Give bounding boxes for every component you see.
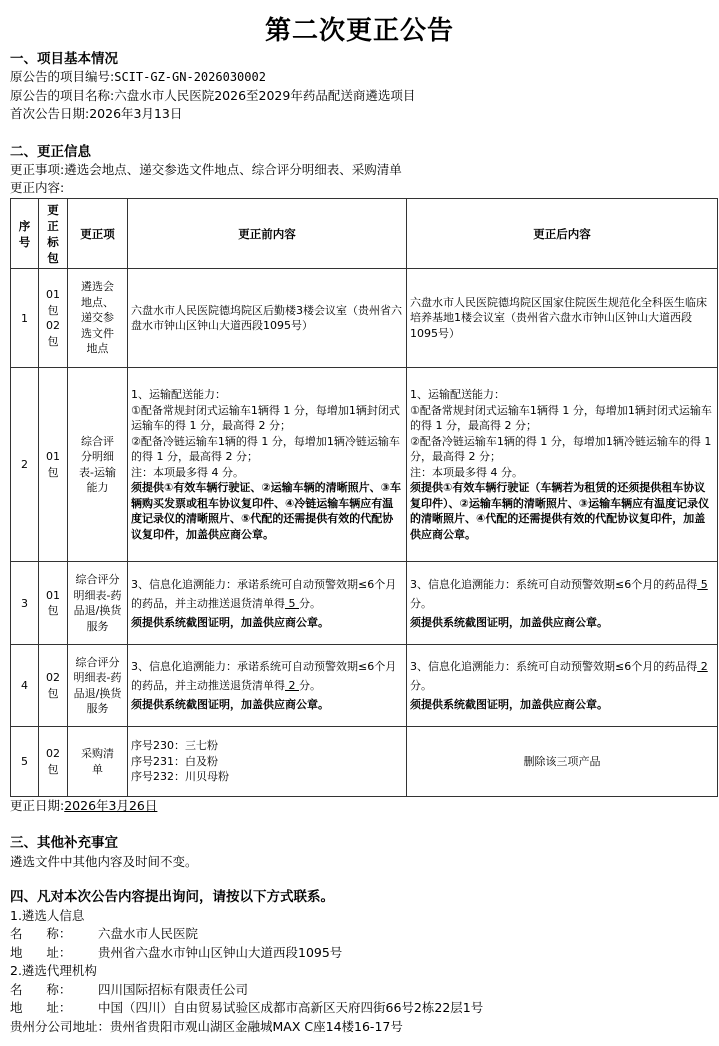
row-before: [128, 368, 407, 562]
before-line: ①配备常规封闭式运输车1辆得 1 分，每增加1辆封闭式运输车的得 1 分，最高得 2 分；: [131, 403, 400, 432]
after-suffix: 分。: [410, 596, 432, 610]
before-line: 序号232：川贝母粉: [131, 770, 229, 784]
project-no: SCIT-GZ-GN-2026030002: [114, 70, 266, 84]
section4-heading: 四、凡对本次公告内容提出询问，请按以下方式联系。: [10, 889, 334, 905]
before-line: 序号231：白及粉: [131, 754, 218, 768]
agent-name-line: [10, 981, 248, 999]
after-suffix: 分。: [410, 679, 432, 692]
header-no: 序号: [11, 199, 39, 269]
after-score: 5: [697, 577, 708, 591]
buyer-name-label: 名 称：: [10, 926, 72, 941]
amend-date: 2026年3月26日: [64, 798, 158, 813]
agent-name-label: 名 称：: [10, 982, 72, 997]
before-suffix: 分。: [299, 596, 321, 610]
row-pkg: 02包: [39, 727, 68, 797]
row-item: 综合评分明细表-药品退/换货服务: [68, 562, 128, 645]
first-date-line: [10, 105, 182, 123]
buyer-name: 六盘水市人民医院: [98, 926, 199, 941]
before-text: 3、信息化追溯能力：承诺系统可自动预警效期≤6个月的药品，并主动推送退货清单得: [131, 577, 397, 610]
table-row: [11, 368, 718, 562]
before-line: ②配备冷链运输车1辆的得 1 分，每增加1辆冷链运输车的得 1 分，最高得 2 分；: [131, 434, 400, 463]
row-pkg: 02包: [39, 645, 68, 727]
before-score: 2: [285, 679, 299, 692]
row-no: 4: [11, 645, 39, 727]
row-pkg: 01包: [39, 562, 68, 645]
first-date-label: 首次公告日期:: [10, 106, 90, 121]
table-header-row: [11, 199, 718, 269]
row-before: 六盘水市人民医院德坞院区后勤楼3楼会议室（贵州省六盘水市钟山区钟山大道西段1095号）: [128, 269, 407, 368]
before-requirement: 须提供①有效车辆行驶证、②运输车辆的清晰照片、③车辆购买发票或租车协议复印件、④冷链运输车辆应有温度记录仪的清晰照片、⑤代配的还需提供有效的代配协议复印件，加盖供应商公章。: [131, 481, 401, 541]
after-requirement: 须提供系统截图证明，加盖供应商公章。: [410, 615, 608, 629]
row-before: [128, 645, 407, 727]
row-pkg: 01包02包: [39, 269, 68, 368]
amend-items-label: 更正事项:: [10, 162, 65, 177]
row-before: [128, 562, 407, 645]
after-line: ②配备冷链运输车1辆的得 1 分，每增加1辆冷链运输车的得 1 分，最高得 2 分；: [410, 434, 712, 463]
before-score: 5: [285, 596, 299, 610]
agent-addr-line: [10, 999, 483, 1017]
agent-addr: 中国（四川）自由贸易试验区成都市高新区天府四街66号2栋22层1号: [98, 1000, 484, 1015]
row-after: 六盘水市人民医院德坞院区国家住院医生规范化全科医生临床培养基地1楼会议室（贵州省六盘水市钟山区钟山大道西段1095号）: [407, 269, 718, 368]
section3-text: 遴选文件中其他内容及时间不变。: [10, 854, 198, 869]
table-row: [11, 562, 718, 645]
row-item: 采购清单: [68, 727, 128, 797]
header-pkg: 更正标包: [39, 199, 68, 269]
after-requirement: 须提供①有效车辆行驶证（车辆若为租赁的还须提供租车协议复印件）、②运输车辆的清晰照片、③运输车辆应有温度记录仪的清晰照片、④代配的还需提供有效的代配协议复印件，加盖供应商公章。: [410, 481, 710, 541]
buyer-addr-label: 地 址：: [10, 945, 72, 960]
after-line: ①配备常规封闭式运输车1辆得 1 分，每增加1辆封闭式运输车的得 1 分，最高得 2 分；: [410, 403, 712, 432]
branch-line: [10, 1018, 403, 1036]
project-name-line: [10, 87, 415, 105]
row-before: [128, 727, 407, 797]
buyer-addr: 贵州省六盘水市钟山区钟山大道西段1095号: [98, 945, 343, 960]
agent-name: 四川国际招标有限责任公司: [98, 982, 249, 997]
row-no: 3: [11, 562, 39, 645]
header-after: 更正后内容: [407, 199, 718, 269]
row-no: 2: [11, 368, 39, 562]
before-text: 3、信息化追溯能力：承诺系统可自动预警效期≤6个月的药品，并主动推送退货清单得: [131, 660, 397, 692]
project-no-label: 原公告的项目编号:: [10, 69, 115, 84]
before-suffix: 分。: [299, 679, 321, 692]
row-item: 综合评分明细表-运输能力: [68, 368, 128, 562]
row-after: 删除该三项产品: [407, 727, 718, 797]
section1-heading: 一、项目基本情况: [10, 51, 118, 67]
after-requirement: 须提供系统截图证明，加盖供应商公章。: [410, 698, 608, 711]
table-row: [11, 645, 718, 727]
amend-items: 遴选会地点、递交参选文件地点、综合评分明细表、采购清单: [64, 162, 402, 177]
branch-label: 贵州分公司地址：: [10, 1019, 111, 1034]
after-score: 2: [697, 660, 708, 673]
project-name-label: 原公告的项目名称:: [10, 88, 115, 103]
row-no: 1: [11, 269, 39, 368]
before-requirement: 须提供系统截图证明，加盖供应商公章。: [131, 615, 329, 629]
row-pkg: 01包: [39, 368, 68, 562]
page-title: 第二次更正公告: [264, 16, 454, 46]
buyer-heading: 1.遴选人信息: [10, 908, 85, 923]
agent-heading: 2.遴选代理机构: [10, 963, 97, 978]
row-after: [407, 645, 718, 727]
table-row: [11, 727, 718, 797]
amend-content-label: 更正内容:: [10, 180, 65, 195]
amend-date-line: [10, 797, 157, 815]
amend-date-label: 更正日期:: [10, 798, 65, 813]
row-no: 5: [11, 727, 39, 797]
before-requirement: 须提供系统截图证明，加盖供应商公章。: [131, 698, 329, 711]
section2-heading: 二、更正信息: [10, 144, 91, 160]
after-line: 1、运输配送能力：: [410, 388, 505, 401]
row-after: [407, 368, 718, 562]
section3-heading: 三、其他补充事宜: [10, 835, 118, 851]
buyer-addr-line: [10, 944, 342, 962]
table-row: [11, 269, 718, 368]
amend-table: [10, 198, 718, 797]
buyer-name-line: [10, 925, 198, 943]
header-before: 更正前内容: [128, 199, 407, 269]
row-after: [407, 562, 718, 645]
project-name: 六盘水市人民医院2026至2029年药品配送商遴选项目: [114, 88, 416, 103]
project-no-line: [10, 68, 266, 86]
first-date: 2026年3月13日: [89, 106, 183, 121]
before-line: 序号230：三七粉: [131, 739, 218, 753]
before-line: 1、运输配送能力：: [131, 388, 226, 401]
after-text: 3、信息化追溯能力：系统可自动预警效期≤6个月的药品得: [410, 660, 698, 673]
branch-addr: 贵州省贵阳市观山湖区金融城MAX C座14楼16-17号: [110, 1019, 403, 1034]
row-item: 遴选会地点、递交参选文件地点: [68, 269, 128, 368]
row-item: 综合评分明细表-药品退/换货服务: [68, 645, 128, 727]
after-line: 注：本项最多得 4 分。: [410, 465, 523, 479]
header-item: 更正项: [68, 199, 128, 269]
after-text: 3、信息化追溯能力：系统可自动预警效期≤6个月的药品得: [410, 577, 698, 591]
agent-addr-label: 地 址：: [10, 1000, 72, 1015]
before-line: 注：本项最多得 4 分。: [131, 465, 244, 479]
amend-items-line: [10, 161, 402, 179]
